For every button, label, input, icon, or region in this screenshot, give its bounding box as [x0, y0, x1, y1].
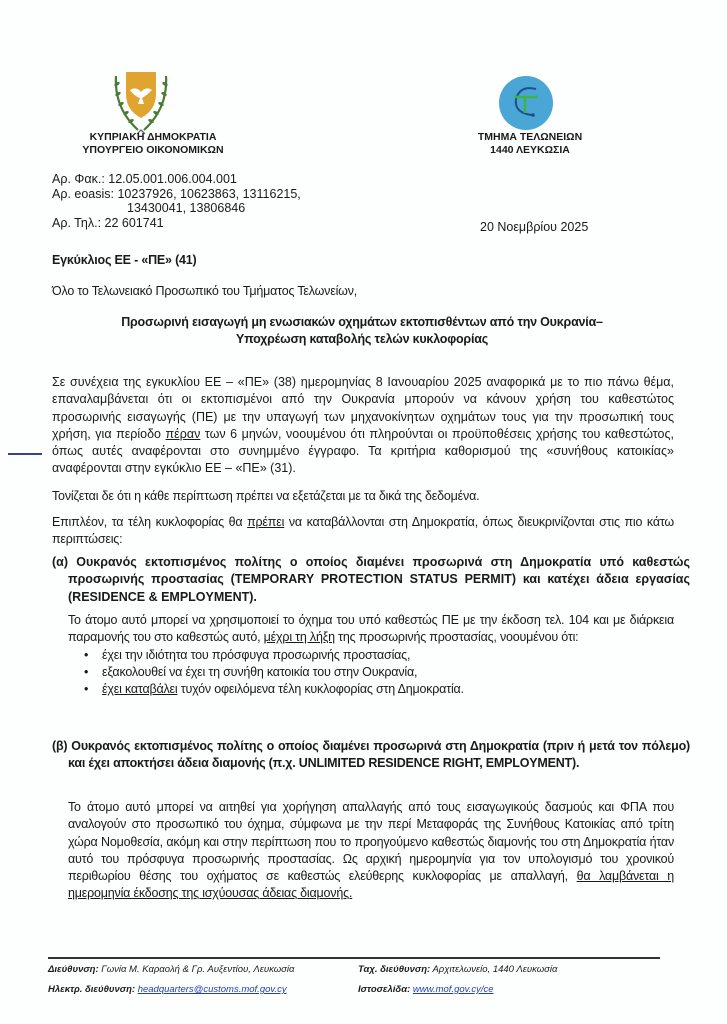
document-date: 20 Νοεμβρίου 2025: [480, 220, 589, 234]
paragraph-text: Επιπλέον, τα τέλη κυκλοφορίας θα: [52, 515, 248, 529]
footer-website-link[interactable]: www.mof.gov.cy/ce: [412, 984, 494, 995]
footer-email-link[interactable]: headquarters@customs.mof.gov.cy: [137, 984, 287, 995]
case-a-conditions: [68, 647, 674, 699]
case-a-body: [68, 612, 674, 698]
footer-address-value: Γωνία Μ. Καραολή & Γρ. Αυξεντίου, Λευκωσία: [98, 964, 295, 975]
footer-website-label: Ιστοσελίδα:: [358, 984, 411, 995]
phone-value: 22 601741: [104, 215, 164, 230]
list-item-text: εξακολουθεί να έχει τη συνήθη κατοικία του στην Ουκρανία,: [102, 664, 418, 679]
case-a-heading: (α) Ουκρανός εκτοπισμένος πολίτης ο οποίος διαμένει προσωρινά στη Δημοκρατία υπό καθεστώς προσωρινής προστασίας (TEMPORARY PROTECTION STATUS PERMIT) και κατέχει άδεια εργασίας (RESIDENCE & EMPLOYMENT).: [52, 555, 690, 604]
paragraph-emphasis: Τονίζεται δε ότι η κάθε περίπτωση πρέπει να εξετάζεται με τα δικά της δεδομένα.: [52, 489, 480, 503]
paragraph-fees: [52, 514, 674, 549]
list-item: [84, 681, 674, 698]
eoasis-label: Αρ. eoasis:: [52, 186, 114, 201]
phone-label: Αρ. Τηλ.:: [52, 215, 102, 230]
customs-department-logo-icon: [498, 75, 554, 131]
circular-id: Εγκύκλιος ΕΕ - «ΠΕ» (41): [52, 253, 197, 267]
underlined-text: έχει καταβάλει: [102, 682, 178, 697]
file-number-value: 12.05.001.006.004.001: [108, 172, 237, 186]
list-item-text: τυχόν οφειλόμενα τέλη κυκλοφορίας στη Δημοκρατία.: [177, 682, 464, 697]
issuer-republic: ΚΥΠΡΙΑΚΗ ΔΗΜΟΚΡΑΤΙΑ: [89, 131, 217, 143]
footer-divider: [48, 957, 660, 959]
underlined-text: θα λαμβάνεται η ημερομηνία έκδοσης της ισχύουσας άδειας διαμονής.: [68, 869, 674, 901]
footer-address-label: Διεύθυνση:: [48, 964, 99, 975]
footer-postal-value: Αρχιτελωνείο, 1440 Λευκωσία: [430, 964, 558, 975]
cyprus-coat-of-arms-icon: [108, 68, 174, 138]
addressee: Όλο το Τελωνειακό Προσωπικό του Τμήματος Τελωνείων,: [52, 284, 358, 298]
eoasis-value-2: 13430041, 13806846: [127, 201, 246, 215]
paragraph-intro: [52, 374, 674, 478]
footer-postal-label: Ταχ. διεύθυνση:: [358, 964, 431, 975]
footer-email: [48, 984, 287, 996]
underlined-text: πρέπει: [247, 515, 285, 529]
title-line-2: Υποχρέωση καταβολής τελών κυκλοφορίας: [235, 332, 489, 346]
margin-pen-mark: [8, 453, 42, 455]
underlined-text: πέραν: [165, 426, 201, 441]
footer-postal: [358, 964, 557, 976]
file-number-row: [52, 172, 301, 187]
department-name: ΤΜΗΜΑ ΤΕΛΩΝΕΙΩΝ: [477, 131, 583, 143]
footer-email-label: Ηλεκτρ. διεύθυνση:: [48, 984, 136, 995]
paragraph-text: Το άτομο αυτό μπορεί να χρησιμοποιεί το όχημα του υπό καθεστώς ΠΕ με την έκδοση τελ. 104 και με διάρκεια παραμονής του στο καθεστώς αυτό,: [68, 613, 674, 645]
document-title: [52, 314, 672, 348]
department-city: 1440 ΛΕΥΚΩΣΙΑ: [490, 144, 570, 156]
title-line-1: Προσωρινή εισαγωγή μη ενωσιακών οχημάτων εκτοπισθέντων από την Ουκρανία–: [121, 315, 603, 329]
issuer-block: [58, 131, 248, 157]
list-item: [84, 647, 674, 664]
list-item-text: έχει την ιδιότητα του πρόσφυγα προσωρινής προστασίας,: [102, 647, 411, 662]
case-b-heading: (β) Ουκρανός εκτοπισμένος πολίτης ο οποίος διαμένει προσωρινά στη Δημοκρατία (πριν ή μετά τον πόλεμο) και έχει αποκτήσει άδεια διαμονής (π.χ. UNLIMITED RESIDENCE RIGHT, EMPLOYMENT).: [52, 739, 690, 771]
department-block: [455, 131, 605, 157]
underlined-text: μέχρι τη λήξη: [263, 630, 335, 645]
reference-numbers: [52, 172, 301, 230]
footer-address: [48, 964, 294, 976]
paragraph-text: Το άτομο αυτό μπορεί να αιτηθεί για χορήγηση απαλλαγής από τους εισαγωγικούς δασμούς και ΦΠΑ που αναλογούν στο προσωπικό του όχημα, σύμφωνα με την περί Μεταφοράς της Συνήθους Κατοικίας από τρίτη χώρα Νομοθεσία, ακόμη και στην περίπτωση που το προηγούμενο καθεστώς διαμονής του στη Δημοκρατία ήταν αυτό του πρόσφυγα προσωρινής προστασίας. Ως αρχική ημερομηνία για τον υπολογισμό του χρονικού περιθωρίου θέσης του οχήματος σε καθεστώς ελεύθερης κυκλοφορίας με απαλλαγή,: [68, 800, 674, 884]
eoasis-value-1: 10237926, 10623863, 13116215,: [117, 186, 301, 201]
paragraph-text: των 6 μηνών, νοουμένου ότι πληρούνται οι προϋποθέσεις χρήσης του καθεστώτος, όπως αυτές αναφέρονται στο συνημμένο έγγραφο. Τα κριτήρια καθορισμού της «συνήθους κατοικίας» αναφέρονται στην εγκύκλιο ΕΕ – «ΠΕ» (31).: [52, 426, 674, 476]
eoasis-row: [52, 187, 301, 202]
file-number-label: Αρ. Φακ.:: [52, 172, 105, 186]
paragraph-text: Σε συνέχεια της εγκυκλίου ΕΕ – «ΠΕ» (38) ημερομηνίας 8 Ιανουαρίου 2025 αναφορικά με το πιο πάνω θέμα, επαναλαμβάνεται ότι οι εκτοπισμένοι από την Ουκρανία μπορούν να κάνουν χρήση του καθεστώτος προσωρινής εισαγωγής (ΠΕ) με την υπαγωγή των μηχανοκίνητων οχημάτων τους για την προσωπική τους χρήση, για περίοδο: [52, 375, 674, 441]
footer-website: [358, 984, 494, 996]
case-b-body: [68, 799, 674, 903]
phone-row: [52, 216, 301, 231]
paragraph-text: της προσωρινής προστασίας, νοουμένου ότι:: [334, 630, 579, 645]
issuer-ministry: ΥΠΟΥΡΓΕΙΟ ΟΙΚΟΝΟΜΙΚΩΝ: [82, 144, 224, 156]
paragraph-text: να καταβάλλονται στη Δημοκρατία, όπως διευκρινίζονται στις πιο κάτω περιπτώσεις:: [52, 515, 674, 547]
list-item: [84, 664, 674, 681]
case-a-text: [68, 612, 674, 647]
